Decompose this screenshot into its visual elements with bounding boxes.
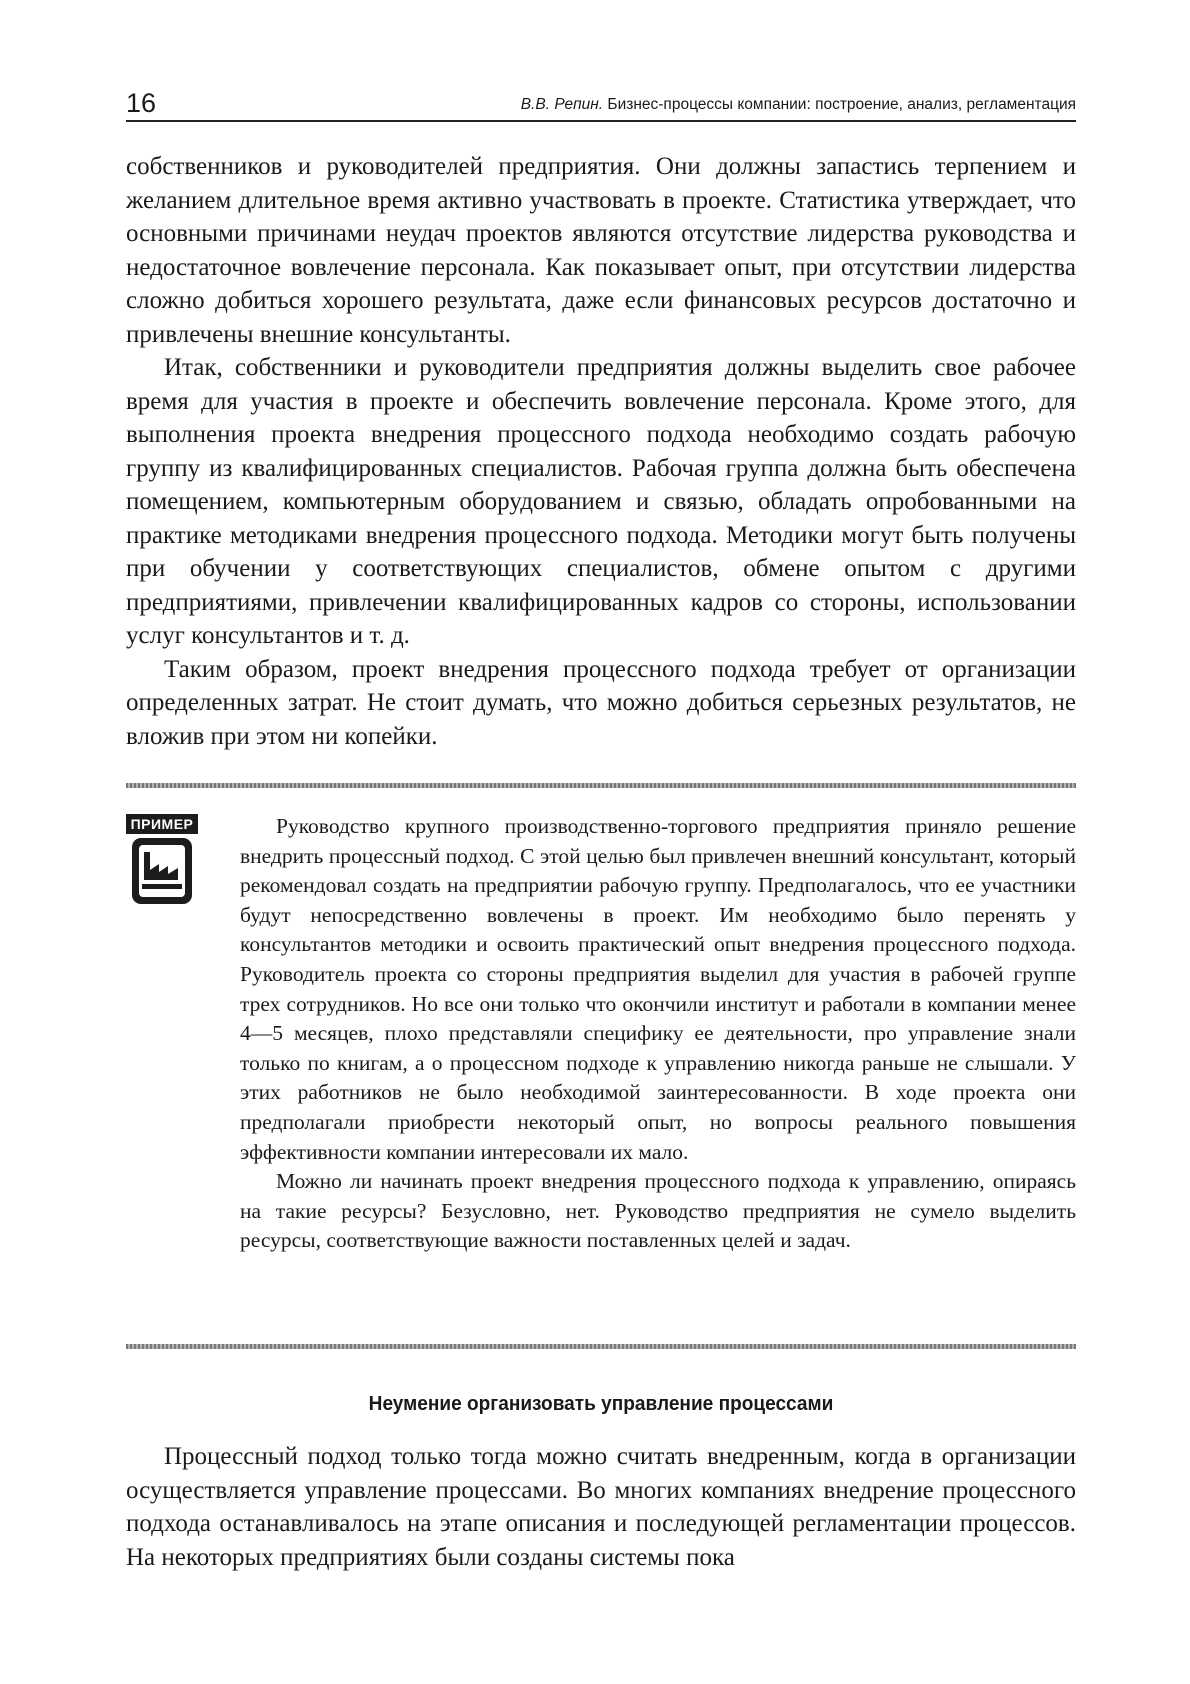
example-paragraph: Можно ли начинать проект внедрения процессного подхода к управлению, опираясь на такие ресурсы? Безусловно, нет. Руководство предприятия не сумело выделить ресурсы, соответствующие важности поставленных целей и задач. bbox=[240, 1169, 1076, 1253]
running-header bbox=[126, 84, 1076, 122]
book-author: В.В. Репин. bbox=[520, 96, 604, 113]
paragraph: Процессный подход только тогда можно считать внедренным, когда в организации осуществляется управление процессами. Во многих компаниях внедрение процессного подхода останавливалось на этапе описания и последующей регламентации процессов. На некоторых предприятиях были созданы системы пока bbox=[126, 1443, 1076, 1571]
paragraph: Итак, собственники и руководители предприятия должны выделить свое рабочее время для участия в проекте и обеспечить вовлечение персонала. Кроме этого, для выполнения проекта внедрения процессного подхода необходимо создать рабочую группу из квалифицированных специалистов. Рабочая группа должна быть обеспечена помещением, компьютерным оборудованием и связью, обладать опробованными на практике методиками внедрения процессного подхода. Методики могут быть получены при обучении у соответствующих специалистов, обмене опытом с другими предприятиями, привлечении квалифицированных кадров со стороны, использовании услуг консультантов и т. д. bbox=[126, 354, 1076, 649]
example-marker bbox=[126, 814, 198, 908]
book-title: Бизнес-процессы компании: построение, анализ, регламентация bbox=[603, 96, 1076, 113]
example-text bbox=[240, 812, 1076, 1256]
factory-icon bbox=[130, 836, 194, 906]
intro-text bbox=[126, 150, 1076, 753]
page-number: 16 bbox=[126, 88, 157, 118]
example-label: ПРИМЕР bbox=[126, 814, 198, 834]
example-paragraph: Руководство крупного производственно-торгового предприятия приняло решение внедрить процессный подход. С этой целью был привлечен внешний консультант, который рекомендовал создать на предприятии рабочую группу. Предполагалось, что ее участники будут непосредственно вовлечены в проект. Им необходимо было перенять у консультантов методики и освоить практический опыт внедрения процессного подхода. Руководитель проекта со стороны предприятия выделил для участия в рабочей группе трех сотрудников. Но все они только что окончили институт и работали в компании менее 4—5 месяцев, плохо представляли специфику ее деятельности, про управление знали только по книгам, а о процессном подходе к управлению никогда раньше не слышали. У этих работников не было необходимой заинтересованности. В ходе проекта они предполагали приобрести некоторый опыт, но вопросы реального повышения эффективности компании интересовали их мало. bbox=[240, 814, 1076, 1164]
running-title bbox=[521, 95, 1076, 115]
section-text bbox=[126, 1440, 1076, 1574]
example-top-rule bbox=[126, 783, 1076, 788]
paragraph: Таким образом, проект внедрения процессного подхода требует от организации определенных затрат. Не стоит думать, что можно добиться серьезных результатов, не вложив при этом ни копейки. bbox=[126, 655, 1076, 750]
paragraph: собственников и руководителей предприятия. Они должны запастись терпением и желанием длительное время активно участвовать в проекте. Статистика утверждает, что основными причинами неудач проектов являются отсутствие лидерства руководства и недостаточное вовлечение персонала. Как показывает опыт, при отсутствии лидерства сложно добиться хорошего результата, даже если финансовых ресурсов достаточно и привлечены внешние консультанты. bbox=[126, 153, 1076, 348]
example-bottom-rule bbox=[126, 1344, 1076, 1349]
section-heading: Неумение организовать управление процессами bbox=[368, 1392, 834, 1415]
